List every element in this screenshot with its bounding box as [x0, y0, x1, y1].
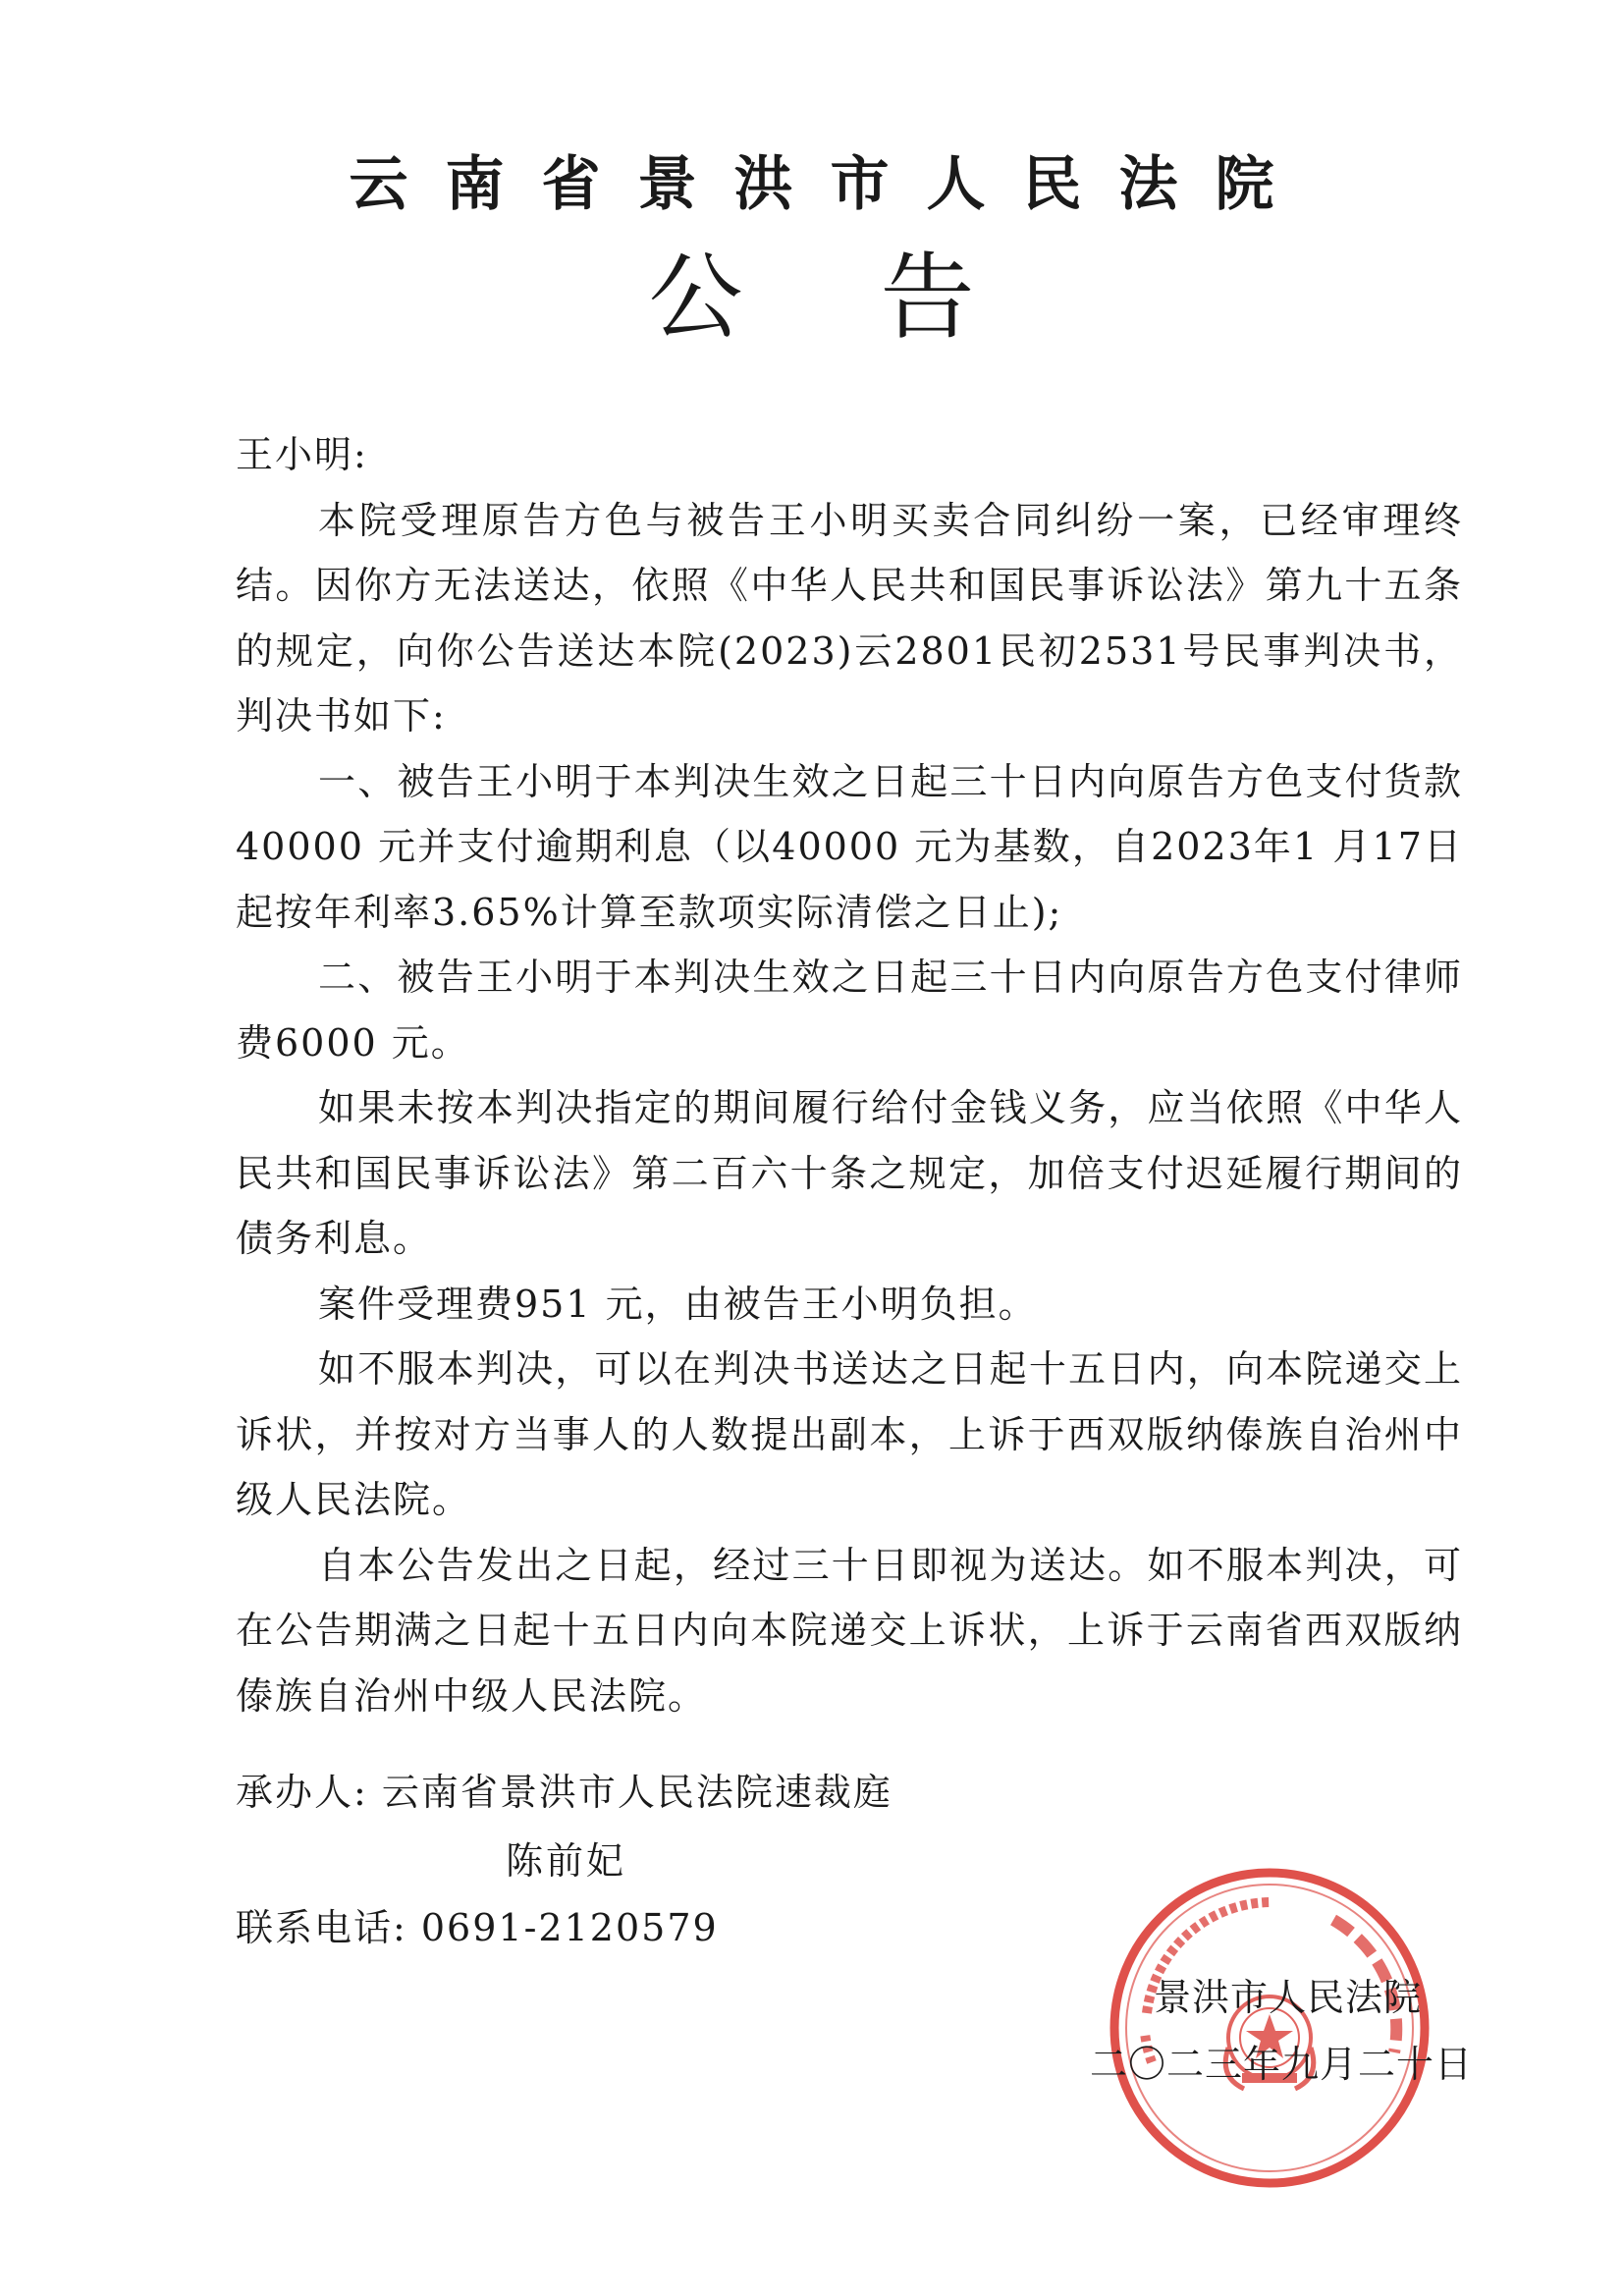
addressee: 王小明:	[236, 433, 368, 476]
paragraph-service-notice: 自本公告发出之日起，经过三十日即视为送达。如不服本判决，可在公告期满之日起十五日内向本院递交上诉状，上诉于云南省西双版纳傣族自治州中级人民法院。	[236, 1543, 1463, 1718]
announcement-body	[236, 422, 1463, 1728]
court-name: 云南省景洪市人民法院	[349, 150, 1312, 219]
paragraph-judgment-item-2: 二、被告王小明于本判决生效之日起三十日内向原告方色支付律师费6000 元。	[236, 956, 1463, 1065]
paragraph-appeal-right: 如不服本判决，可以在判决书送达之日起十五日内，向本院递交上诉状，并按对方当事人的人数提出副本，上诉于西双版纳傣族自治州中级人民法院。	[236, 1347, 1463, 1521]
paragraph-judgment-item-1: 一、被告王小明于本判决生效之日起三十日内向原告方色支付货款40000 元并支付逾期利息（以40000 元为基数，自2023年1 月17日起按年利率3.65%计算至款项实际清偿之日止);	[236, 759, 1463, 934]
contact-phone: 联系电话: 0691-2120579	[236, 1906, 719, 1949]
paragraph-case-intro: 本院受理原告方色与被告王小明买卖合同纠纷一案，已经审理终结。因你方无法送达，依照《中华人民共和国民事诉讼法》第九十五条的规定，向你公告送达本院(2023)云2801民初2531号民事判决书，判决书如下:	[236, 498, 1463, 738]
issuing-court: 景洪市人民法院	[1154, 1976, 1423, 2019]
paragraph-case-fee: 案件受理费951 元，由被告王小明负担。	[318, 1282, 1038, 1326]
issue-date: 二〇二三年九月二十日	[1090, 2043, 1474, 2086]
paragraph-late-performance: 如果未按本判决指定的期间履行给付金钱义务，应当依照《中华人民共和国民事诉讼法》第二百六十条之规定，加倍支付迟延履行期间的债务利息。	[236, 1086, 1463, 1260]
court-seal	[1108, 1866, 1432, 2190]
handler-line: 承办人: 云南省景洪市人民法院速裁庭	[236, 1771, 893, 1814]
document-title: 公告	[648, 243, 1112, 353]
judge-name: 陈前妃	[506, 1839, 627, 1883]
